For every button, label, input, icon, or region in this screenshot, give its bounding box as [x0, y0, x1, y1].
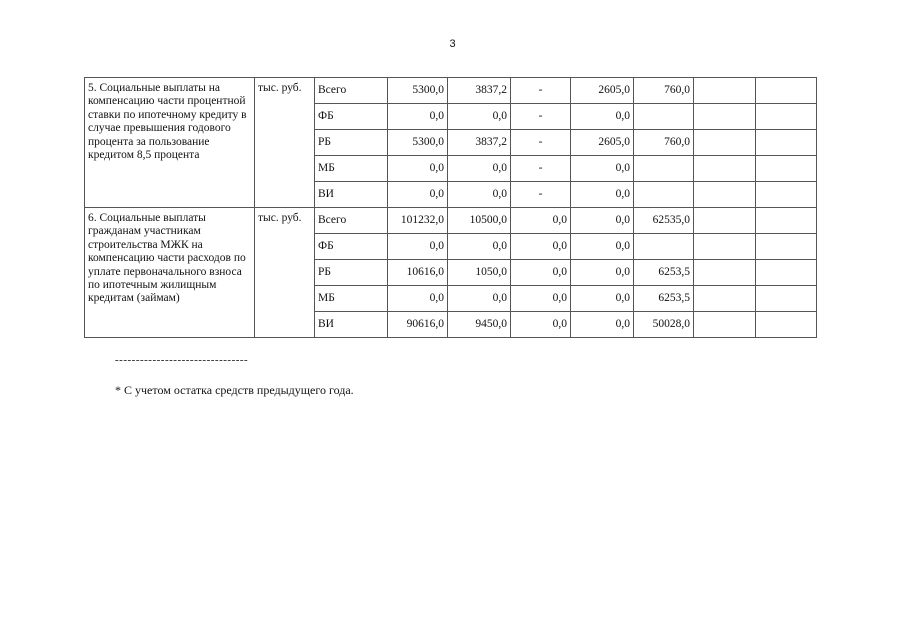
value-cell: 3837,2	[448, 130, 511, 156]
funding-source: МБ	[315, 286, 388, 312]
value-cell	[694, 104, 756, 130]
funding-source: РБ	[315, 130, 388, 156]
funding-table	[84, 77, 817, 338]
value-cell	[756, 78, 817, 104]
value-cell: 0,0	[571, 208, 634, 234]
value-cell: 50028,0	[634, 312, 694, 338]
value-cell: 760,0	[634, 130, 694, 156]
value-cell	[634, 234, 694, 260]
funding-source: ВИ	[315, 182, 388, 208]
value-cell	[694, 312, 756, 338]
value-cell	[756, 156, 817, 182]
value-cell	[756, 234, 817, 260]
value-cell: 90616,0	[388, 312, 448, 338]
value-cell: 0,0	[388, 182, 448, 208]
value-cell: 0,0	[571, 182, 634, 208]
value-cell	[694, 286, 756, 312]
value-cell: 0,0	[571, 234, 634, 260]
value-cell	[634, 156, 694, 182]
row-unit: тыс. руб.	[255, 78, 315, 208]
value-cell	[756, 286, 817, 312]
table-row	[85, 208, 817, 234]
value-cell	[634, 182, 694, 208]
value-cell: 0,0	[511, 234, 571, 260]
value-cell: 101232,0	[388, 208, 448, 234]
row-description: 6. Социальные выплаты гражданам участникам строительства МЖК на компенсацию части расходов по уплате первоначального взноса по ипотечным жилищным кредитам (займам)	[85, 208, 255, 338]
value-cell: 0,0	[448, 156, 511, 182]
page-number: 3	[449, 38, 456, 50]
value-cell: 0,0	[511, 286, 571, 312]
value-cell: 0,0	[571, 156, 634, 182]
value-cell	[694, 234, 756, 260]
value-cell	[756, 208, 817, 234]
value-cell	[694, 208, 756, 234]
value-cell: 5300,0	[388, 130, 448, 156]
value-cell: -	[511, 156, 571, 182]
value-cell: -	[511, 130, 571, 156]
value-cell	[756, 260, 817, 286]
funding-source: Всего	[315, 208, 388, 234]
footnote-text: * С учетом остатка средств предыдущего года.	[115, 383, 354, 397]
table-row	[85, 78, 817, 104]
value-cell: 0,0	[571, 286, 634, 312]
funding-source: Всего	[315, 78, 388, 104]
value-cell	[694, 156, 756, 182]
value-cell: -	[511, 78, 571, 104]
funding-source: ФБ	[315, 104, 388, 130]
value-cell: 0,0	[511, 312, 571, 338]
funding-source: ФБ	[315, 234, 388, 260]
value-cell: 5300,0	[388, 78, 448, 104]
value-cell: 0,0	[388, 234, 448, 260]
value-cell	[756, 182, 817, 208]
value-cell: 10616,0	[388, 260, 448, 286]
value-cell: -	[511, 182, 571, 208]
value-cell	[634, 104, 694, 130]
funding-source: ВИ	[315, 312, 388, 338]
value-cell: -	[511, 104, 571, 130]
row-description: 5. Социальные выплаты на компенсацию части процентной ставки по ипотечному кредиту в случае превышения годового процента за пользование кредитом 8,5 процента	[85, 78, 255, 208]
table-body	[85, 78, 817, 338]
value-cell: 2605,0	[571, 130, 634, 156]
row-unit: тыс. руб.	[255, 208, 315, 338]
value-cell: 760,0	[634, 78, 694, 104]
value-cell	[694, 130, 756, 156]
value-cell	[756, 312, 817, 338]
value-cell: 0,0	[571, 312, 634, 338]
value-cell	[756, 130, 817, 156]
funding-source: МБ	[315, 156, 388, 182]
value-cell: 3837,2	[448, 78, 511, 104]
value-cell: 62535,0	[634, 208, 694, 234]
value-cell: 0,0	[448, 286, 511, 312]
value-cell: 0,0	[388, 286, 448, 312]
funding-source: РБ	[315, 260, 388, 286]
value-cell: 6253,5	[634, 260, 694, 286]
value-cell: 0,0	[571, 260, 634, 286]
value-cell	[694, 260, 756, 286]
value-cell: 0,0	[511, 208, 571, 234]
value-cell: 0,0	[448, 234, 511, 260]
value-cell	[694, 78, 756, 104]
value-cell: 6253,5	[634, 286, 694, 312]
value-cell: 0,0	[448, 182, 511, 208]
value-cell: 1050,0	[448, 260, 511, 286]
value-cell: 0,0	[388, 104, 448, 130]
value-cell: 0,0	[388, 156, 448, 182]
value-cell: 2605,0	[571, 78, 634, 104]
value-cell: 0,0	[571, 104, 634, 130]
value-cell	[694, 182, 756, 208]
value-cell: 0,0	[448, 104, 511, 130]
footnote-separator: --------------------------------	[115, 354, 249, 366]
value-cell	[756, 104, 817, 130]
value-cell: 10500,0	[448, 208, 511, 234]
value-cell: 9450,0	[448, 312, 511, 338]
value-cell: 0,0	[511, 260, 571, 286]
